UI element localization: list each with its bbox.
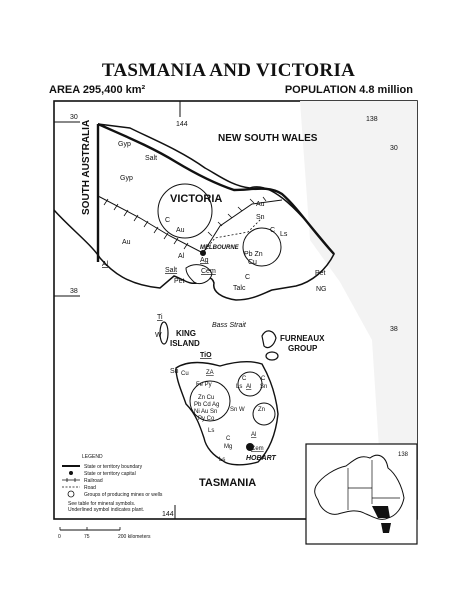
population-label: POPULATION 4.8 million [284,84,413,96]
region-king-2: ISLAND [170,339,200,348]
mineral-gyp-1: Gyp [118,141,131,148]
mineral-ag: Ag [200,257,209,264]
region-furneaux-2: GROUP [288,344,318,353]
grat-144-bottom: 144 [162,511,174,518]
mineral-ls-t1: Ls [236,384,243,390]
legend-item-railroad: Railroad [84,478,103,484]
inset-grat-138: 138 [398,452,409,458]
mineral-cem: Cem [201,268,216,275]
mineral-ls-t2: Ls [208,428,215,434]
grat-144-top: 144 [176,121,188,128]
mineral-cu: Cu [248,259,257,266]
cape-barren-island-shape [266,352,278,360]
mineral-al-1: Al [102,261,109,268]
mineral-py-co: Py Co [198,416,215,422]
mineral-fe-py: Fe Py [196,382,212,388]
legend-mines-symbol [68,491,74,497]
scale-label-75: 75 [84,534,90,540]
mineral-ti: Ti [157,314,163,321]
mineral-zn-cu: Zn Cu [198,395,215,401]
legend [58,454,163,540]
mineral-c-t1: C [242,376,247,382]
mineral-al-2: Al [178,253,185,260]
legend-note-2: Underlined symbol indicates plant. [68,507,145,513]
legend-item-road: Road [84,485,96,491]
legend-item-boundary: State or territory boundary [84,464,143,470]
mineral-sn-w: Sn W [230,407,245,413]
mineral-sn-t: Sn [170,368,179,375]
mineral-ng: NG [316,286,327,293]
region-nsw: NEW SOUTH WALES [218,133,318,144]
region-king-1: KING [176,329,196,338]
region-south-australia: SOUTH AUSTRALIA [81,119,92,215]
legend-title: LEGEND [82,454,103,460]
city-hobart: HOBART [246,455,276,462]
mineral-c-2: C [270,227,276,234]
mineral-c-t3: C [226,436,231,442]
legend-item-mines: Groups of producing mines or wells [84,492,163,498]
region-bass-strait: Bass Strait [212,322,246,329]
mineral-au-3: Au [256,201,265,208]
mineral-pb-zn: Pb Zn [244,251,263,258]
grat-30-right: 30 [390,145,398,152]
mineral-pet-v: Pet [174,278,185,285]
grat-30-left: 30 [70,114,78,121]
scale-label-0: 0 [58,534,61,540]
mineral-salt-1: Salt [145,155,158,162]
mineral-talc: Talc [233,285,246,292]
mineral-cu-t: Cu [181,371,189,377]
mineral-za: ZA [206,370,214,376]
region-tasmania: TASMANIA [199,477,257,489]
mineral-au-2: Au [176,227,185,234]
legend-capital-symbol [69,471,73,475]
mineral-c-3: C [245,274,251,281]
grat-38-left: 38 [70,288,78,295]
mineral-ls: Ls [280,231,288,238]
mineral-al-t2: Al [251,432,257,438]
mineral-c-t2: C [261,376,266,382]
mineral-au-1: Au [122,239,131,246]
region-victoria: VICTORIA [170,193,223,205]
mineral-cem-t: Cem [251,446,264,452]
mineral-zn-t2: Zn [258,407,266,413]
mineral-pb-cd-ag: Pb Cd Ag [194,402,220,408]
flinders-island-shape [262,331,276,348]
mineral-salt-2: Salt [165,267,178,274]
mineral-ni-au-sn: Ni Au Sn [194,409,218,415]
mineral-w: W [155,332,162,339]
region-furneaux-1: FURNEAUX [280,334,325,343]
mineral-sn: Sn [256,214,265,221]
mineral-al-t: Al [246,384,252,390]
mineral-gyp-2: Gyp [120,175,133,182]
legend-note-1: See table for mineral symbols. [68,501,136,507]
scale-label-200: 200 kilometers [118,534,151,540]
city-melbourne: MELBOURNE [200,245,239,251]
grat-38-right: 38 [390,326,398,333]
mineral-sn-t2: Sn [260,384,268,390]
page-title: TASMANIA AND VICTORIA [101,60,356,81]
area-label: AREA 295,400 km² [49,84,146,96]
mineral-pet-e: Pet [315,270,326,277]
legend-item-capital: State or territory capital [84,471,136,477]
mineral-ls-t3: Ls [219,457,226,463]
inset-australia [306,444,417,544]
mineral-tio: TiO [200,352,212,359]
grat-138-top: 138 [366,116,378,123]
mineral-c-1: C [165,217,171,224]
mineral-mg: Mg [224,444,233,450]
